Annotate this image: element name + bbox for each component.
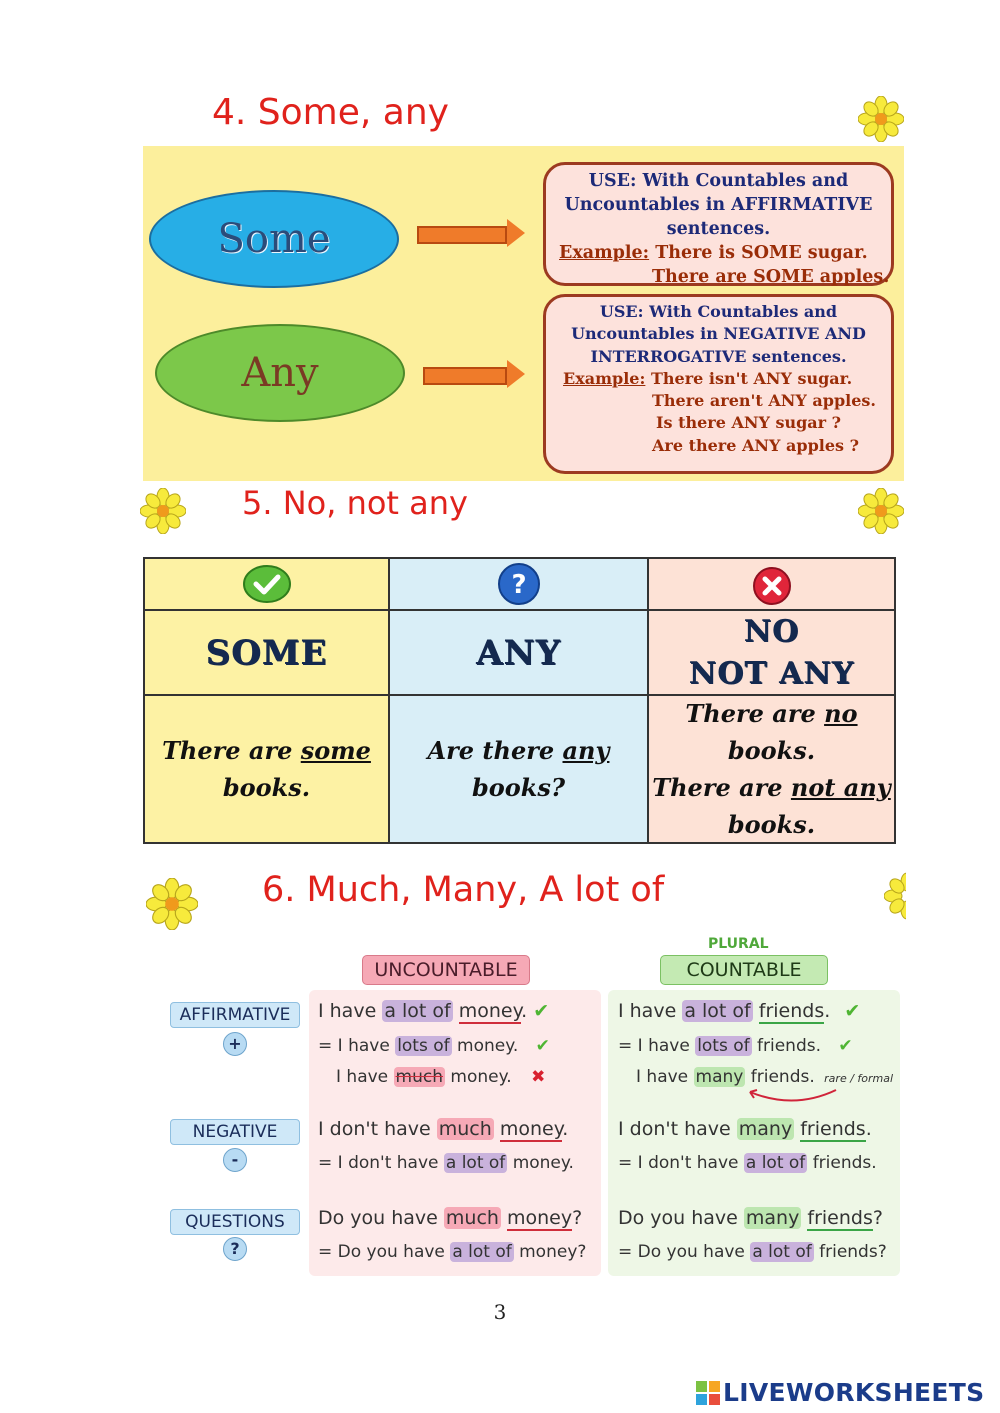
example-line: There is SOME sugar. <box>655 243 868 263</box>
cnt-negative-1 <box>618 1118 872 1140</box>
noun: friends <box>758 1000 825 1022</box>
question-icon: ? <box>223 1237 247 1261</box>
phrase: . <box>562 1118 569 1140</box>
quantifier: a lot of <box>684 1000 751 1022</box>
cnt-affirmative-3 <box>636 1067 893 1087</box>
any-oval <box>155 324 405 422</box>
phrase: . <box>521 1000 528 1022</box>
table-cell <box>649 559 894 611</box>
unc-negative-1 <box>318 1118 568 1140</box>
phrase <box>494 1118 500 1140</box>
quantifier: a lot of <box>745 1153 806 1173</box>
header-not-any: NOT ANY <box>688 655 855 691</box>
header-no-not-any <box>649 611 894 696</box>
phrase: . <box>824 1000 831 1022</box>
example-text: Are there <box>427 736 563 765</box>
curve-arrow-icon <box>748 1088 840 1106</box>
phrase: Do you have <box>318 1207 444 1229</box>
example-line: There are SOME apples. <box>652 267 890 287</box>
noun: money <box>458 1000 522 1022</box>
phrase: Do you have <box>618 1207 744 1229</box>
phrase: = Do you have <box>618 1242 751 1262</box>
phrase: . <box>865 1118 872 1140</box>
unc-affirmative-1 <box>318 1000 549 1022</box>
example-keyword: not any <box>790 773 891 802</box>
use-line: Uncountables in AFFIRMATIVE <box>564 195 873 215</box>
use-line: INTERROGATIVE sentences. <box>590 346 847 366</box>
example-text: books? <box>472 773 565 802</box>
some-label: Some <box>217 216 331 262</box>
quantifier: many <box>738 1118 793 1140</box>
phrase <box>453 1000 459 1022</box>
phrase: money. <box>507 1153 574 1173</box>
quantifier: lots of <box>697 1036 750 1056</box>
use-line: sentences. <box>666 219 771 239</box>
phrase: friends. <box>745 1067 815 1087</box>
table-cell <box>145 559 390 611</box>
no-not-any-table <box>143 557 896 844</box>
phrase: = I have <box>318 1036 396 1056</box>
use-line: USE: With Countables and <box>588 171 849 191</box>
example-any <box>390 696 649 842</box>
some-any-panel <box>143 146 904 481</box>
liveworksheets-logo-icon <box>696 1381 720 1405</box>
svg-text:?: ? <box>510 570 527 600</box>
example-line: Are there ANY apples ? <box>652 435 859 455</box>
quantifier: a lot of <box>752 1242 812 1262</box>
cross-icon: ✖ <box>531 1067 546 1087</box>
flower-icon <box>884 870 906 922</box>
cnt-affirmative-2 <box>618 1036 853 1056</box>
quantifier: lots of <box>397 1036 450 1056</box>
quantifier: a lot of <box>384 1000 451 1022</box>
check-icon: ✔ <box>838 1036 853 1056</box>
phrase: ? <box>572 1207 583 1229</box>
quantifier: much <box>438 1118 492 1140</box>
quantifier: a lot of <box>445 1153 506 1173</box>
cnt-question-1 <box>618 1207 883 1229</box>
any-label: Any <box>241 350 319 396</box>
example-text: There are <box>652 773 791 802</box>
flower-icon <box>140 488 186 534</box>
phrase: I have <box>618 1000 683 1022</box>
negative-label: NEGATIVE <box>170 1119 300 1145</box>
phrase: I have <box>336 1067 394 1087</box>
example-text: There are <box>162 736 301 765</box>
section4-heading: 4. Some, any <box>212 92 449 133</box>
use-line: Uncountables in NEGATIVE AND <box>571 324 866 344</box>
questions-label: QUESTIONS <box>170 1209 300 1235</box>
phrase: = I have <box>618 1036 696 1056</box>
phrase: I have <box>636 1067 694 1087</box>
phrase: I have <box>318 1000 383 1022</box>
header-some: SOME <box>145 611 390 696</box>
rare-formal-note: rare / formal <box>824 1072 894 1085</box>
header-no: NO <box>743 613 800 649</box>
plus-icon: + <box>223 1032 247 1056</box>
affirmative-label: AFFIRMATIVE <box>170 1002 300 1028</box>
unc-negative-2 <box>318 1153 574 1173</box>
check-icon <box>243 564 291 604</box>
phrase: money. <box>451 1036 519 1056</box>
example-line: There isn't ANY sugar. <box>650 368 853 388</box>
use-line: USE: With Countables and <box>599 302 838 321</box>
cross-icon <box>750 562 794 606</box>
check-icon: ✔ <box>535 1036 550 1056</box>
section6-heading: 6. Much, Many, A lot of <box>262 870 665 910</box>
example-text: books. <box>222 773 311 802</box>
example-some <box>145 696 390 842</box>
example-keyword: any <box>562 736 610 765</box>
quantifier: a lot of <box>452 1242 512 1262</box>
unc-question-1 <box>318 1207 582 1229</box>
noun: money <box>507 1207 573 1229</box>
plural-label: PLURAL <box>708 936 769 952</box>
example-line: There aren't ANY apples. <box>652 391 876 411</box>
quantifier: much <box>395 1067 444 1087</box>
example-text: books. <box>727 736 816 765</box>
unc-affirmative-2 <box>318 1036 550 1056</box>
example-line: Is there ANY sugar ? <box>656 413 842 433</box>
phrase: friends. <box>751 1036 822 1056</box>
phrase: money? <box>513 1242 587 1262</box>
phrase: ? <box>872 1207 883 1229</box>
header-any: ANY <box>390 611 649 696</box>
unc-question-2 <box>318 1242 586 1262</box>
countable-header: COUNTABLE <box>660 955 828 985</box>
flower-icon <box>146 878 198 930</box>
example-label: Example: <box>559 243 650 263</box>
noun: friends <box>807 1207 873 1229</box>
quantifier: many <box>695 1067 744 1087</box>
brand-name: LIVEWORKSHEETS <box>723 1378 985 1407</box>
phrase: = Do you have <box>318 1242 451 1262</box>
flower-icon <box>858 488 904 534</box>
phrase: I don't have <box>318 1118 437 1140</box>
cnt-question-2 <box>618 1242 887 1262</box>
check-icon: ✔ <box>844 1000 861 1022</box>
phrase: = I don't have <box>618 1153 744 1173</box>
example-label: Example: <box>563 368 646 388</box>
page-number: 3 <box>493 1300 507 1324</box>
any-arrow-icon <box>423 367 507 385</box>
some-oval <box>149 190 399 288</box>
brand-logo[interactable] <box>696 1378 984 1407</box>
some-arrow-icon <box>417 226 507 244</box>
question-icon <box>497 562 541 606</box>
noun: money <box>499 1118 563 1140</box>
cnt-negative-2 <box>618 1153 877 1173</box>
example-keyword: some <box>300 736 371 765</box>
table-cell <box>390 559 649 611</box>
unc-affirmative-3 <box>336 1067 545 1087</box>
phrase: friends. <box>807 1153 877 1173</box>
uncountable-header: UNCOUNTABLE <box>362 955 530 985</box>
section5-heading: 5. No, not any <box>242 484 468 522</box>
noun: friends <box>800 1118 866 1140</box>
example-keyword: no <box>824 699 858 728</box>
phrase: friends? <box>813 1242 887 1262</box>
cnt-affirmative-1 <box>618 1000 860 1022</box>
phrase <box>753 1000 759 1022</box>
phrase: = I don't have <box>318 1153 444 1173</box>
quantifier: much <box>445 1207 499 1229</box>
phrase: I don't have <box>618 1118 737 1140</box>
example-text: There are <box>685 699 825 728</box>
minus-icon: - <box>223 1148 247 1172</box>
some-use-box <box>543 162 894 286</box>
quantifier: many <box>745 1207 800 1229</box>
example-no <box>649 696 894 842</box>
any-use-box <box>543 294 894 474</box>
example-text: books. <box>727 810 816 839</box>
check-icon: ✔ <box>533 1000 550 1022</box>
phrase: money. <box>445 1067 512 1087</box>
flower-icon <box>858 96 904 142</box>
